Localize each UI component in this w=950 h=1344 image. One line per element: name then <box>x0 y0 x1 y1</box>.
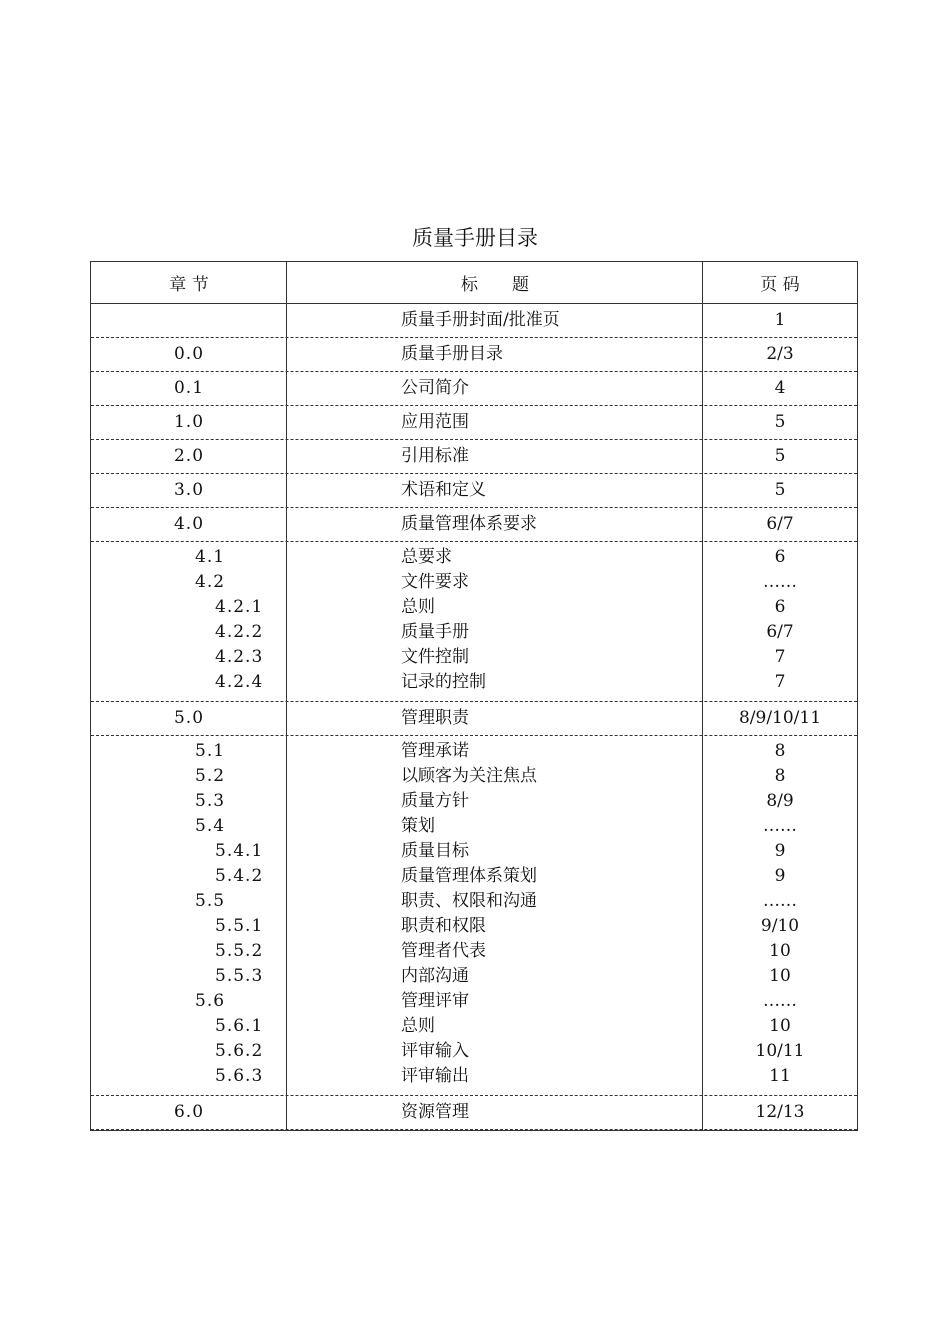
section-number-cell <box>91 444 287 469</box>
page-number: 5 <box>774 446 786 466</box>
toc-row <box>91 376 857 401</box>
page-number: 12/13 <box>755 1102 805 1122</box>
toc-row <box>91 645 857 670</box>
section-number-cell <box>91 839 287 864</box>
toc-block <box>91 338 857 372</box>
page-number: 7 <box>774 647 786 667</box>
toc-row <box>91 478 857 503</box>
section-number: 5.5.1 <box>215 916 264 936</box>
section-number-cell <box>91 620 287 645</box>
section-number: 5.0 <box>173 708 205 728</box>
toc-block <box>91 406 857 440</box>
page-number: …… <box>763 991 797 1011</box>
section-number-cell <box>91 478 287 503</box>
section-number: 4.2.2 <box>215 622 264 642</box>
toc-row <box>91 570 857 595</box>
page-number: 1 <box>774 310 786 330</box>
header-chapter: 章 节 <box>169 275 209 295</box>
section-number: 4.2.1 <box>215 597 264 617</box>
section-title: 总则 <box>401 597 435 617</box>
section-number-cell <box>91 739 287 764</box>
section-number: 5.4.1 <box>215 841 264 861</box>
section-number: 1.0 <box>173 412 205 432</box>
toc-row <box>91 989 857 1014</box>
toc-row <box>91 410 857 435</box>
section-number-cell <box>91 1100 287 1125</box>
section-title: 职责、权限和沟通 <box>401 891 537 911</box>
section-number-cell <box>91 1014 287 1039</box>
page-number: 9/10 <box>760 916 800 936</box>
section-title: 管理职责 <box>401 708 469 728</box>
toc-row <box>91 839 857 864</box>
page-number: 8/9/10/11 <box>738 708 822 728</box>
section-title: 质量管理体系要求 <box>401 514 537 534</box>
section-number: 5.6.2 <box>215 1041 264 1061</box>
section-number: 4.2.3 <box>215 647 264 667</box>
section-number: 5.3 <box>195 791 226 811</box>
toc-row <box>91 706 857 731</box>
toc-row <box>91 1064 857 1089</box>
section-number: 5.5.3 <box>215 966 264 986</box>
section-number: 5.4.2 <box>215 866 264 886</box>
toc-block <box>91 304 857 338</box>
toc-block <box>91 702 857 736</box>
section-number-cell <box>91 645 287 670</box>
toc-block <box>91 508 857 542</box>
section-title: 管理者代表 <box>401 941 486 961</box>
toc-row <box>91 814 857 839</box>
section-number-cell <box>91 889 287 914</box>
section-title: 评审输出 <box>401 1066 469 1086</box>
section-title: 总要求 <box>401 547 452 567</box>
section-number: 5.5 <box>195 891 226 911</box>
section-number: 4.1 <box>195 547 226 567</box>
header-heading: 标 题 <box>461 275 529 295</box>
page-number: 2/3 <box>766 344 794 364</box>
section-number: 4.2 <box>195 572 226 592</box>
section-number: 3.0 <box>173 480 205 500</box>
toc-row <box>91 1039 857 1064</box>
section-title: 引用标准 <box>401 446 469 466</box>
page-number: 6 <box>774 597 786 617</box>
toc-row <box>91 620 857 645</box>
section-title: 应用范围 <box>401 412 469 432</box>
section-title: 文件要求 <box>401 572 469 592</box>
section-title: 质量手册 <box>401 622 469 642</box>
section-title: 质量手册封面/批准页 <box>401 310 560 330</box>
section-number-cell <box>91 1064 287 1089</box>
section-number: 2.0 <box>173 446 205 466</box>
page-number: …… <box>763 572 797 592</box>
section-title: 资源管理 <box>401 1102 469 1122</box>
page-number: 7 <box>774 672 786 692</box>
section-title: 公司简介 <box>401 378 469 398</box>
toc-row <box>91 595 857 620</box>
toc-block <box>91 474 857 508</box>
section-number-cell <box>91 939 287 964</box>
toc-header <box>91 262 857 304</box>
toc-row <box>91 1100 857 1125</box>
section-title: 记录的控制 <box>401 672 486 692</box>
toc-block <box>91 1096 857 1130</box>
toc-row <box>91 739 857 764</box>
section-number: 5.2 <box>195 766 226 786</box>
section-title: 策划 <box>401 816 435 836</box>
toc-row <box>91 342 857 367</box>
section-number: 5.4 <box>195 816 226 836</box>
page-number: 4 <box>774 378 786 398</box>
section-number-cell <box>91 595 287 620</box>
section-number: 5.6 <box>195 991 226 1011</box>
page-number: 6 <box>774 547 786 567</box>
section-title: 总则 <box>401 1016 435 1036</box>
section-title: 质量管理体系策划 <box>401 866 537 886</box>
page-number: 5 <box>774 412 786 432</box>
toc-block <box>91 736 857 1096</box>
toc-block <box>91 440 857 474</box>
page-number: 11 <box>769 1066 791 1086</box>
page-number: 10 <box>769 1016 791 1036</box>
section-number-cell <box>91 545 287 570</box>
page-number: 10 <box>769 966 791 986</box>
section-number-cell <box>91 864 287 889</box>
page-number: 5 <box>774 480 786 500</box>
page-number: 9 <box>774 866 786 886</box>
section-title: 文件控制 <box>401 647 469 667</box>
section-title: 评审输入 <box>401 1041 469 1061</box>
toc-table <box>90 261 858 1131</box>
section-number-cell <box>91 964 287 989</box>
section-title: 质量手册目录 <box>401 344 503 364</box>
section-number-cell <box>91 706 287 731</box>
section-number-cell <box>91 789 287 814</box>
page-number: 9 <box>774 841 786 861</box>
toc-row <box>91 545 857 570</box>
section-title: 管理承诺 <box>401 741 469 761</box>
section-number-cell <box>91 376 287 401</box>
page-number: 8 <box>774 766 786 786</box>
section-number: 5.6.3 <box>215 1066 264 1086</box>
page-number: 8/9 <box>766 791 794 811</box>
toc-row <box>91 308 857 333</box>
page-number: 6/7 <box>766 622 794 642</box>
toc-row <box>91 512 857 537</box>
section-title: 术语和定义 <box>401 480 486 500</box>
toc-row <box>91 914 857 939</box>
section-number-cell <box>91 410 287 435</box>
section-title: 管理评审 <box>401 991 469 1011</box>
section-number: 5.1 <box>195 741 226 761</box>
section-title: 质量目标 <box>401 841 469 861</box>
section-number: 0.0 <box>173 344 205 364</box>
toc-row <box>91 1014 857 1039</box>
section-number-cell <box>91 764 287 789</box>
toc-row <box>91 670 857 695</box>
section-number-cell <box>91 308 287 333</box>
section-number-cell <box>91 1039 287 1064</box>
section-number-cell <box>91 570 287 595</box>
toc-row <box>91 964 857 989</box>
toc-block <box>91 372 857 406</box>
section-number-cell <box>91 342 287 367</box>
toc-row <box>91 864 857 889</box>
section-number-cell <box>91 814 287 839</box>
section-number: 5.6.1 <box>215 1016 264 1036</box>
section-number-cell <box>91 512 287 537</box>
section-title: 内部沟通 <box>401 966 469 986</box>
section-title: 职责和权限 <box>401 916 486 936</box>
page-number: 8 <box>774 741 786 761</box>
section-title: 以顾客为关注焦点 <box>401 766 537 786</box>
toc-block <box>91 542 857 702</box>
toc-row <box>91 444 857 469</box>
section-number: 4.2.4 <box>215 672 264 692</box>
section-number: 0.1 <box>173 378 205 398</box>
page-number: …… <box>763 816 797 836</box>
section-number: 4.0 <box>173 514 205 534</box>
page-number: 10/11 <box>755 1041 805 1061</box>
section-number-cell <box>91 989 287 1014</box>
section-title: 质量方针 <box>401 791 469 811</box>
toc-row <box>91 939 857 964</box>
section-number: 5.5.2 <box>215 941 264 961</box>
page-number: 10 <box>769 941 791 961</box>
page-number: 6/7 <box>766 514 794 534</box>
section-number-cell <box>91 670 287 695</box>
header-page: 页 码 <box>760 275 800 295</box>
document-title: 质量手册目录 <box>412 226 538 250</box>
section-number: 6.0 <box>173 1102 205 1122</box>
toc-row <box>91 789 857 814</box>
toc-row <box>91 764 857 789</box>
toc-row <box>91 889 857 914</box>
section-number-cell <box>91 914 287 939</box>
page-number: …… <box>763 891 797 911</box>
